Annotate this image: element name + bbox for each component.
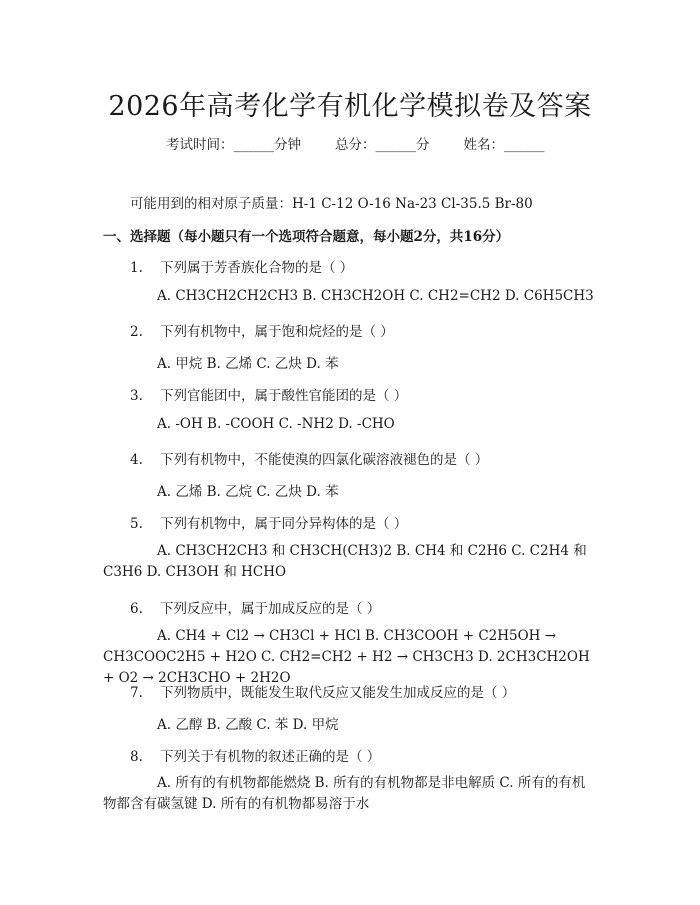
student-name-field: 姓名：______ — [463, 137, 545, 153]
question-number: 7. — [130, 685, 143, 701]
question-stem — [130, 512, 407, 532]
question-text: 下列反应中，属于加成反应的是（ ） — [160, 601, 381, 617]
question-options: A. 乙醇 B. 乙酸 C. 苯 D. 甲烷 — [157, 717, 339, 733]
question-number: 1. — [130, 260, 143, 276]
question-stem — [130, 597, 380, 617]
question-number: 6. — [130, 601, 143, 617]
question-number: 3. — [130, 388, 143, 404]
question-stem — [130, 256, 353, 276]
question-options: A. CH3CH2CH3 和 CH3CH(CH3)2 B. CH4 和 C2H6 C. C2H4 和 C3H6 D. CH3OH 和 HCHO — [103, 543, 587, 580]
question-options: A. 乙烯 B. 乙烷 C. 乙炔 D. 苯 — [157, 484, 339, 500]
question-number: 5. — [130, 516, 143, 532]
question-text: 下列属于芳香族化合物的是（ ） — [160, 260, 354, 276]
exam-time-field: 考试时间：______分钟 — [166, 137, 301, 153]
question-number: 2. — [130, 324, 143, 340]
question-stem — [130, 681, 515, 701]
question-stem — [130, 745, 380, 765]
question-text: 下列关于有机物的叙述正确的是（ ） — [160, 749, 381, 765]
question-number: 8. — [130, 749, 143, 765]
atomic-masses-note: 可能用到的相对原子质量：H-1 C-12 O-16 Na-23 Cl-35.5 Br-80 — [130, 196, 533, 212]
question-text: 下列有机物中，不能使溴的四氯化碳溶液褪色的是（ ） — [160, 452, 489, 468]
question-stem — [130, 384, 407, 404]
page-title: 2026年高考化学有机化学模拟卷及答案 — [108, 91, 592, 122]
question-number: 4. — [130, 452, 143, 468]
total-score-field: 总分：______分 — [335, 137, 430, 153]
question-options: A. 甲烷 B. 乙烯 C. 乙炔 D. 苯 — [157, 356, 339, 372]
question-text: 下列官能团中，属于酸性官能团的是（ ） — [160, 388, 408, 404]
question-stem — [130, 448, 488, 468]
exam-meta-line — [166, 133, 545, 153]
question-stem — [130, 320, 394, 340]
question-options: A. -OH B. -COOH C. -NH2 D. -CHO — [157, 416, 395, 432]
section-heading: 一、选择题（每小题只有一个选项符合题意，每小题2分，共16分） — [103, 229, 510, 245]
question-text: 下列物质中，既能发生取代反应又能发生加成反应的是（ ） — [160, 685, 516, 701]
question-options: A. CH4 + Cl2 → CH3Cl + HCl B. CH3COOH + C2H5OH → CH3COOC2H5 + H2O C. CH2=CH2 + H2 → CH3CH3 D. 2CH3CH2OH + O2 → 2CH3CHO + 2H2O — [103, 628, 590, 686]
question-text: 下列有机物中，属于同分异构体的是（ ） — [160, 516, 408, 532]
question-options: A. CH3CH2CH2CH3 B. CH3CH2OH C. CH2=CH2 D. C6H5CH3 — [157, 288, 594, 304]
question-text: 下列有机物中，属于饱和烷烃的是（ ） — [160, 324, 394, 340]
question-options: A. 所有的有机物都能燃烧 B. 所有的有机物都是非电解质 C. 所有的有机物都含有碳氢键 D. 所有的有机物都易溶于水 — [103, 775, 586, 812]
